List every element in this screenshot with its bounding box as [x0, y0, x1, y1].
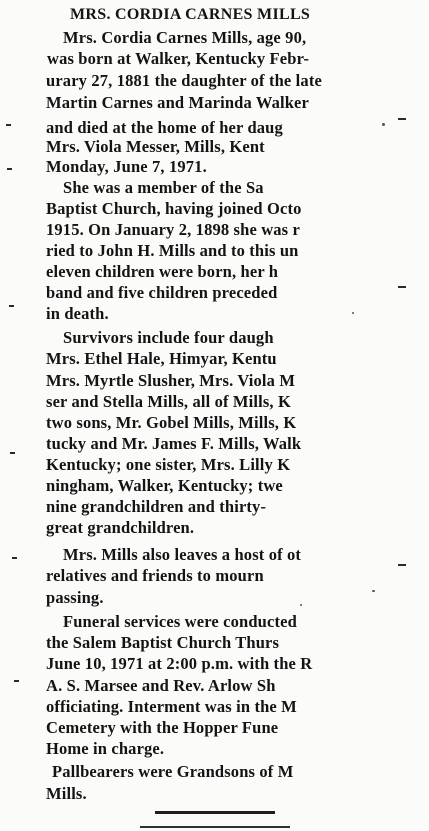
print-speck	[352, 312, 354, 314]
obituary-line: was born at Walker, Kentucky Febr-	[47, 49, 310, 68]
obituary-line: Funeral services were conducted	[63, 612, 297, 631]
obituary-line: A. S. Marsee and Rev. Arlow Sh	[46, 676, 276, 695]
obituary-line: two sons, Mr. Gobel Mills, Mills, K	[46, 413, 297, 432]
obituary-line: the Salem Baptist Church Thurs	[46, 633, 280, 652]
print-speck	[300, 604, 302, 606]
scan-mark	[7, 168, 12, 170]
obituary-headline: MRS. CORDIA CARNES MILLS	[70, 6, 311, 23]
obituary-line: relatives and friends to mourn	[46, 566, 264, 585]
obituary-line: Mrs. Cordia Carnes Mills, age 90,	[63, 28, 307, 47]
scan-mark	[9, 305, 14, 307]
obituary-line: Cemetery with the Hopper Fune	[46, 718, 279, 737]
obituary-line: Kentucky; one sister, Mrs. Lilly K	[46, 455, 291, 474]
obituary-line: Home in charge.	[46, 739, 165, 758]
obituary-line: Mrs. Mills also leaves a host of ot	[63, 545, 302, 564]
obituary-line: Mrs. Viola Messer, Mills, Kent	[46, 137, 265, 156]
bottom-rule	[155, 811, 275, 814]
obituary-line: Mrs. Myrtle Slusher, Mrs. Viola M	[46, 371, 296, 390]
scan-mark	[398, 564, 406, 566]
obituary-line: urary 27, 1881 the daughter of the late	[46, 71, 322, 90]
obituary-line: Baptist Church, having joined Octo	[46, 199, 302, 218]
obituary-line: She was a member of the Sa	[63, 178, 264, 197]
obituary-line: tucky and Mr. James F. Mills, Walk	[46, 434, 302, 453]
obituary-line: and died at the home of her daug	[46, 118, 283, 137]
obituary-line: nine grandchildren and thirty-	[46, 497, 267, 516]
obituary-line: Martin Carnes and Marinda Walker	[46, 93, 309, 112]
print-speck	[382, 123, 385, 126]
print-speck	[372, 590, 375, 592]
obituary-line: eleven children were born, her h	[46, 262, 279, 281]
obituary-line: ser and Stella Mills, all of Mills, K	[46, 392, 291, 411]
obituary-line: great grandchildren.	[46, 518, 195, 537]
obituary-line: officiating. Interment was in the M	[46, 697, 297, 716]
obituary-line: Pallbearers were Grandsons of M	[52, 762, 294, 781]
scan-mark	[14, 680, 19, 682]
scan-mark	[12, 557, 17, 559]
obituary-line: Monday, June 7, 1971.	[46, 157, 207, 176]
bottom-rule	[140, 826, 290, 828]
obituary-line: Mills.	[46, 784, 87, 803]
obituary-line: Survivors include four daugh	[63, 328, 274, 347]
obituary-line: in death.	[46, 304, 109, 323]
scan-mark	[398, 286, 406, 288]
scan-mark	[6, 124, 11, 126]
obituary-line: ningham, Walker, Kentucky; twe	[46, 476, 283, 495]
obituary-line: band and five children preceded	[46, 283, 278, 302]
scan-mark	[10, 452, 15, 454]
scan-mark	[398, 118, 406, 120]
obituary-line: passing.	[46, 588, 104, 607]
obituary-line: June 10, 1971 at 2:00 p.m. with the R	[46, 654, 313, 673]
obituary-line: Mrs. Ethel Hale, Himyar, Kentu	[46, 349, 277, 368]
obituary-line: ried to John H. Mills and to this un	[46, 241, 299, 260]
obituary-line: 1915. On January 2, 1898 she was r	[46, 220, 300, 239]
